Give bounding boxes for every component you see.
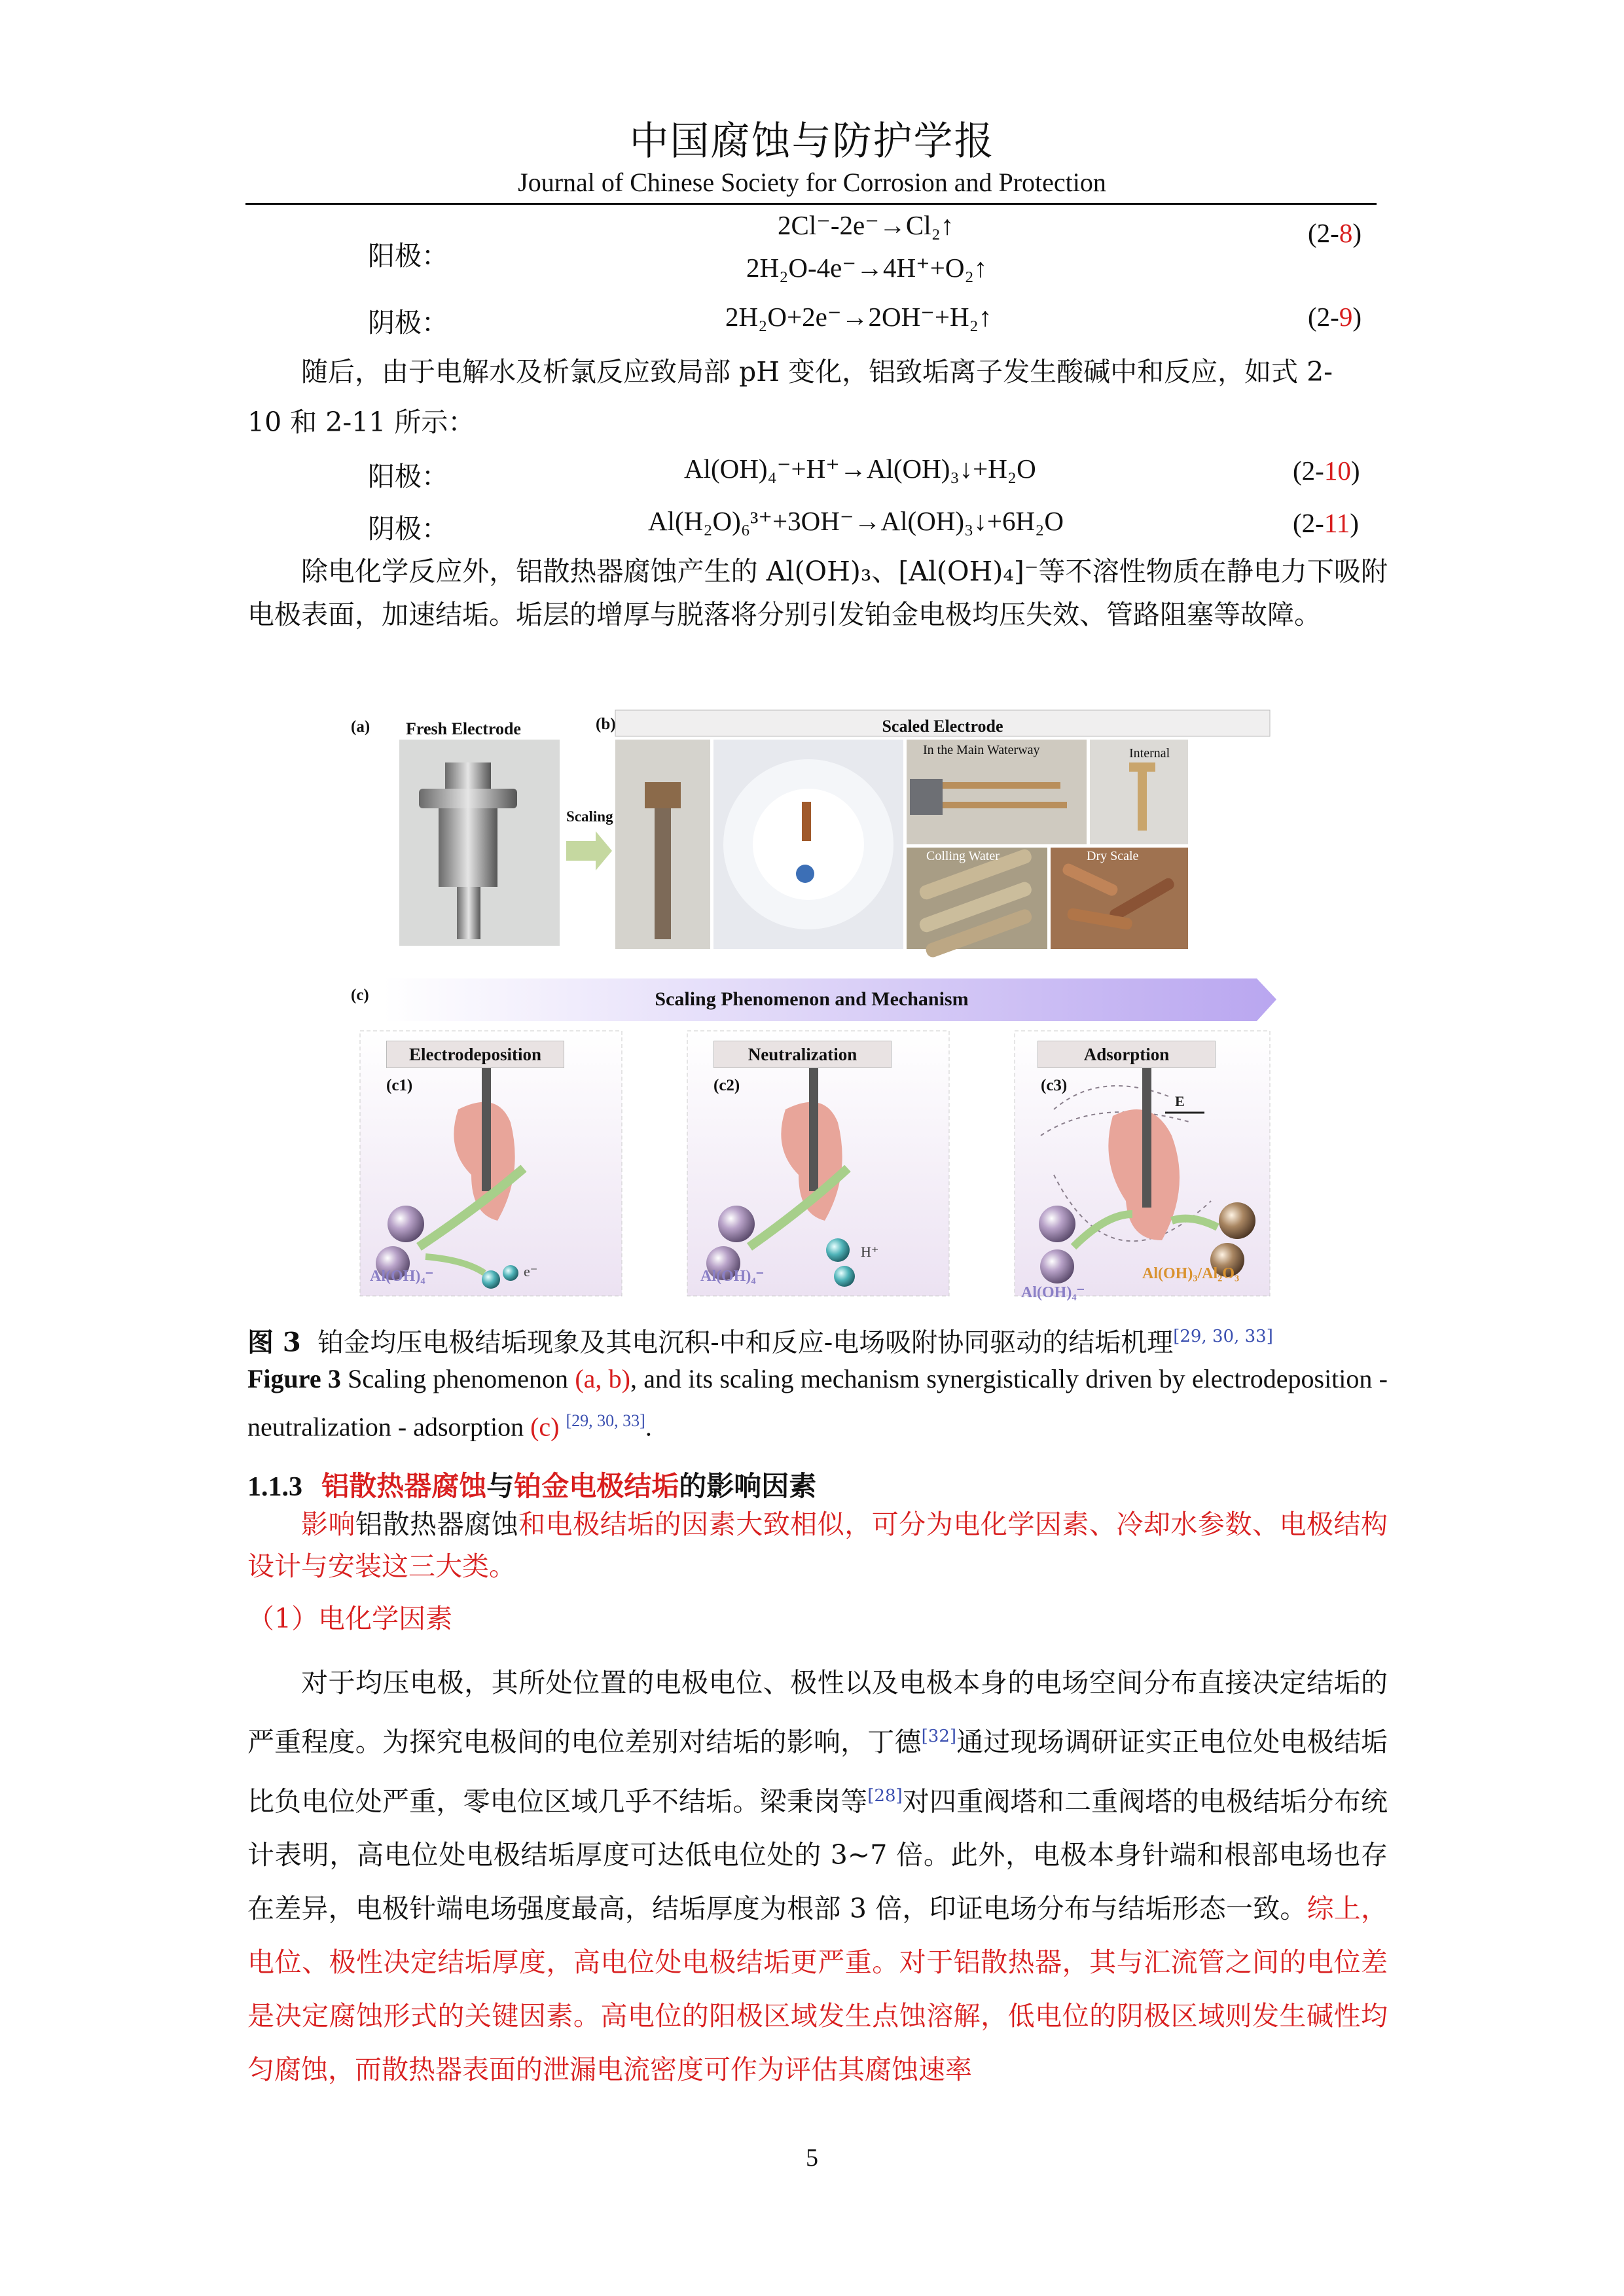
fig-c3-aloh4: Al(OH)₄⁻ [1021, 1284, 1085, 1301]
cathode-label-1: 阴极： [368, 307, 448, 338]
caption-cn-prefix: 图 3 [247, 1327, 301, 1358]
fig-label-b: (b) [596, 715, 616, 733]
section-title-part4: 的影响因素 [679, 1470, 817, 1502]
body-paragraph [247, 1656, 1388, 2096]
equation-2-9: 2H₂O+2e⁻→2OH⁻+H₂↑ [725, 302, 992, 332]
fig-internal: Internal [1129, 746, 1170, 761]
body-text-1: 对于均压电极，其所处位置的电极电位、极性以及电极本身的电场空间分布直接决定结垢的严重程度。为探究电极间的电位差别对结垢的影响，丁德 [247, 1667, 1388, 1758]
fig-dry-scale: Dry Scale [1087, 849, 1139, 863]
caption-en-end: . [645, 1412, 652, 1442]
section-title-part2: 与 [486, 1470, 514, 1502]
equation-2-10: Al(OH)₄⁻+H⁺→Al(OH)₃↓+H₂O [684, 454, 1036, 484]
fig-c1-label: (c1) [386, 1077, 413, 1094]
fig-label-c: (c) [351, 986, 369, 1004]
intro-red-1: 影响 [301, 1509, 356, 1540]
ref-32: [32] [921, 1727, 957, 1746]
cathode-label-2: 阴极： [368, 513, 448, 545]
caption-cn-text: 铂金均压电极结垢现象及其电沉积-中和反应-电场吸附协同驱动的结垢机理 [317, 1327, 1174, 1358]
fig-title-scaled-electrode: Scaled Electrode [882, 717, 1003, 736]
fig-title-fresh-electrode: Fresh Electrode [406, 719, 521, 738]
fig-c2-proton: H⁺ [861, 1244, 879, 1260]
fig-colling-water: Colling Water [926, 849, 1000, 863]
fig-c3-label: (c3) [1041, 1077, 1068, 1094]
caption-en-text2: , and its scaling mechanism synergistically driven by electrodeposition - neutralization - adsorption [247, 1364, 1388, 1442]
caption-en-text1: Scaling phenomenon [348, 1364, 569, 1393]
equation-number-2-9: (2-9) [1308, 302, 1362, 332]
intro-black: 铝散热器腐蚀 [355, 1509, 519, 1540]
paragraph-2: 除电化学反应外，铝散热器腐蚀产生的 Al(OH)₃、[Al(OH)₄]⁻等不溶性物质在静电力下吸附电极表面，加速结垢。垢层的增厚与脱落将分别引发铂金电极均压失效、管路阻塞等故障。 [247, 556, 1388, 630]
section-heading [247, 1465, 816, 1504]
figure-caption-cn [247, 1316, 1388, 1363]
equation-2-8a: 2Cl⁻-2e⁻→Cl₂↑ [778, 210, 954, 240]
anode-label-2: 阳极： [368, 461, 448, 492]
scaling-arrow [566, 831, 612, 870]
journal-title-en: Journal of Chinese Society for Corrosion and Protection [518, 168, 1106, 197]
fig-c2-aloh4: Al(OH)₄⁻ [700, 1268, 765, 1285]
caption-cn-refs: [29, 30, 33] [1173, 1327, 1273, 1346]
fig-c3-aloh3: Al(OH)₃/Al₂O₃ [1142, 1265, 1240, 1282]
fig-c1-electron: e⁻ [524, 1263, 538, 1280]
figure-3 [347, 704, 1276, 1302]
body-text-3: 对四重阀塔和二重阀塔的电极结垢分布统计表明，高电位处电极结垢厚度可达低电位处的 3~7 倍。此外，电极本身针端和根部电场也存在差异，电极针端电场强度最高，结垢厚度为根部 3 倍，印证电场分布与结垢形态一致。 [247, 1785, 1388, 1925]
fig-c1-aloh4: Al(OH)₄⁻ [370, 1268, 434, 1285]
fig-c2-label: (c2) [713, 1077, 740, 1094]
caption-en-ab: (a, b) [575, 1364, 630, 1393]
section-intro [247, 1503, 1388, 1587]
fig-c2-title: Neutralization [713, 1041, 892, 1068]
equation-2-11: Al(H₂O)₆³⁺+3OH⁻→Al(OH)₃↓+6H₂O [648, 506, 1064, 536]
body-text-4-red: 综上，电位、极性决定结垢厚度，高电位处电极结垢更严重。对于铝散热器，其与汇流管之间的电位差是决定腐蚀形式的关键因素。高电位的阳极区域发生点蚀溶解，低电位的阴极区域则发生碱性均匀腐蚀，而散热器表面的泄漏电流密度可作为评估其腐蚀速率 [247, 1893, 1388, 2086]
section-title-part1: 铝散热器腐蚀 [321, 1470, 487, 1502]
page-number: 5 [806, 2144, 818, 2172]
section-number: 1.1.3 [247, 1472, 302, 1502]
figure-caption-en [247, 1358, 1388, 1448]
fig-c1-title: Electrodeposition [386, 1041, 564, 1068]
subheading-electrochemical: （1）电化学因素 [247, 1603, 453, 1634]
caption-en-c: (c) [530, 1412, 560, 1442]
equation-number-2-10: (2-10) [1293, 456, 1360, 486]
caption-en-refs: [29, 30, 33] [566, 1411, 645, 1430]
paragraph-1-line-1: 随后，由于电解水及析氯反应致局部 pH 变化，铝致垢离子发生酸碱中和反应，如式 2- [301, 356, 1333, 387]
intro-red-2: 和电极结垢的因素大致相似，可分为电化学因素、冷却水参数、电极结构设计与安装这三大类。 [247, 1509, 1388, 1582]
fig-c3-field: E [1175, 1093, 1185, 1109]
caption-en-prefix: Figure 3 [247, 1364, 341, 1393]
equation-number-2-11: (2-11) [1293, 508, 1359, 538]
ref-28: [28] [867, 1785, 903, 1806]
fig-mechanism-banner-text: Scaling Phenomenon and Mechanism [655, 988, 969, 1010]
header-rule [245, 203, 1377, 205]
body-text-2: 通过现场调研证实正电位处电极结垢比负电位处严重，零电位区域几乎不结垢。梁秉岗等 [247, 1726, 1388, 1818]
fig-main-waterway: In the Main Waterway [923, 743, 1040, 757]
fig-label-a: (a) [351, 718, 370, 736]
fig-c3-title: Adsorption [1038, 1041, 1216, 1068]
equation-number-2-8: (2-8) [1308, 218, 1362, 248]
anode-label-1: 阳极： [368, 240, 448, 272]
journal-title-cn: 中国腐蚀与防护学报 [629, 118, 995, 164]
fig-scaling-label: Scaling [566, 808, 613, 825]
equation-2-8b: 2H₂O-4e⁻→4H⁺+O₂↑ [746, 253, 988, 283]
paragraph-1-line-2: 10 和 2-11 所示： [247, 406, 475, 438]
section-title-part3: 铂金电极结垢 [514, 1470, 679, 1502]
